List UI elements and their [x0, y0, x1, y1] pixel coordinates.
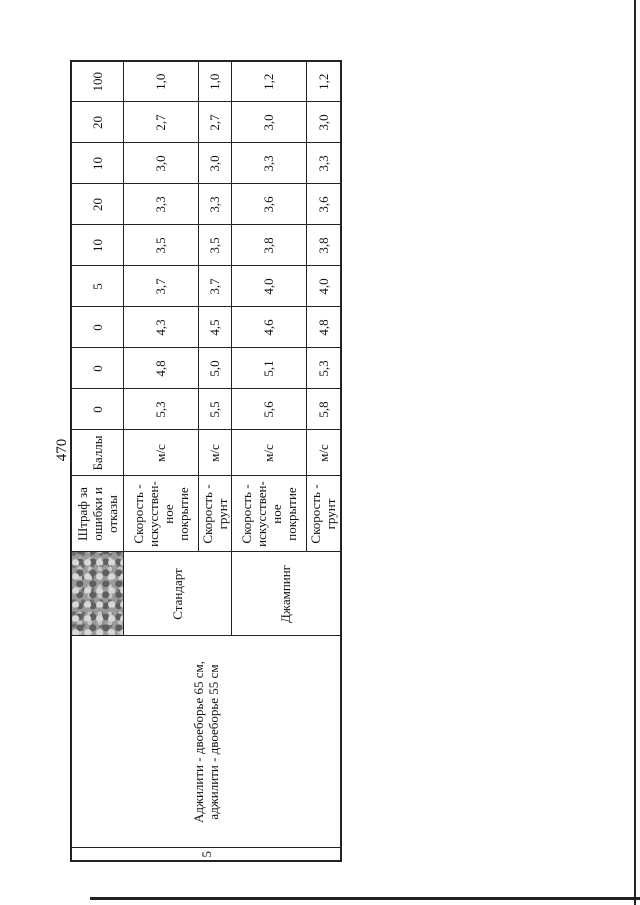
value-cell: 4,3: [123, 307, 198, 348]
value-cell: 5,1: [231, 348, 306, 389]
value-cell: 5,8: [306, 389, 341, 430]
value-cell: 3,3: [123, 184, 198, 225]
unit-cell: м/с: [231, 430, 306, 476]
header-value: 10: [71, 225, 123, 266]
page-edge-bottom: [90, 897, 640, 900]
value-cell: 5,5: [198, 389, 231, 430]
value-cell: 3,3: [198, 184, 231, 225]
value-cell: 3,0: [231, 102, 306, 143]
header-value: 10: [71, 143, 123, 184]
value-cell: 3,6: [306, 184, 341, 225]
value-cell: 2,7: [123, 102, 198, 143]
value-cell: 1,0: [198, 61, 231, 102]
units-header: Баллы: [71, 430, 123, 476]
page-number: 470: [54, 438, 70, 462]
speed-label: Скорость - грунт: [198, 476, 231, 552]
speed-label: Скорость - искусствен-ное покрытие: [231, 476, 306, 552]
value-cell: 4,8: [306, 307, 341, 348]
row-number: 5: [71, 848, 341, 861]
value-cell: 3,3: [306, 143, 341, 184]
value-cell: 3,3: [231, 143, 306, 184]
page-edge-right: [634, 0, 636, 905]
value-cell: 4,0: [306, 266, 341, 307]
value-cell: 4,0: [231, 266, 306, 307]
value-cell: 3,0: [306, 102, 341, 143]
header-value: 5: [71, 266, 123, 307]
hatched-cell: [71, 552, 123, 636]
value-cell: 5,6: [231, 389, 306, 430]
header-value: 0: [71, 389, 123, 430]
table-header-row: [71, 61, 123, 861]
speed-label: Скорость - искусствен-ное покрытие: [123, 476, 198, 552]
value-cell: 2,7: [198, 102, 231, 143]
header-value: 0: [71, 348, 123, 389]
value-cell: 3,6: [231, 184, 306, 225]
value-cell: 1,0: [123, 61, 198, 102]
header-value: 0: [71, 307, 123, 348]
value-cell: 4,5: [198, 307, 231, 348]
value-cell: 3,5: [198, 225, 231, 266]
category-standard: Стандарт: [123, 552, 231, 636]
value-cell: 4,8: [123, 348, 198, 389]
unit-cell: м/с: [306, 430, 341, 476]
value-cell: 3,5: [123, 225, 198, 266]
value-cell: 3,7: [198, 266, 231, 307]
penalty-header: Штраф за ошибки и отказы: [71, 476, 123, 552]
speed-label: Скорость - грунт: [306, 476, 341, 552]
value-cell: 3,8: [306, 225, 341, 266]
value-cell: 5,0: [198, 348, 231, 389]
value-cell: 4,6: [231, 307, 306, 348]
value-cell: 5,3: [306, 348, 341, 389]
value-cell: 3,7: [123, 266, 198, 307]
unit-cell: м/с: [198, 430, 231, 476]
value-cell: 3,0: [198, 143, 231, 184]
exercise-name: Аджилити - двоеборье 65 см, аджилити - двоеборье 55 см: [71, 636, 341, 848]
header-value: 20: [71, 102, 123, 143]
value-cell: 5,3: [123, 389, 198, 430]
header-value: 20: [71, 184, 123, 225]
unit-cell: м/с: [123, 430, 198, 476]
value-cell: 3,0: [123, 143, 198, 184]
value-cell: 3,8: [231, 225, 306, 266]
value-cell: 1,2: [306, 61, 341, 102]
standards-table-frame: [70, 62, 340, 862]
value-cell: 1,2: [231, 61, 306, 102]
category-jumping: Джампинг: [231, 552, 341, 636]
header-value: 100: [71, 61, 123, 102]
standards-table-rotated: [70, 62, 340, 862]
standards-table: [70, 60, 342, 862]
